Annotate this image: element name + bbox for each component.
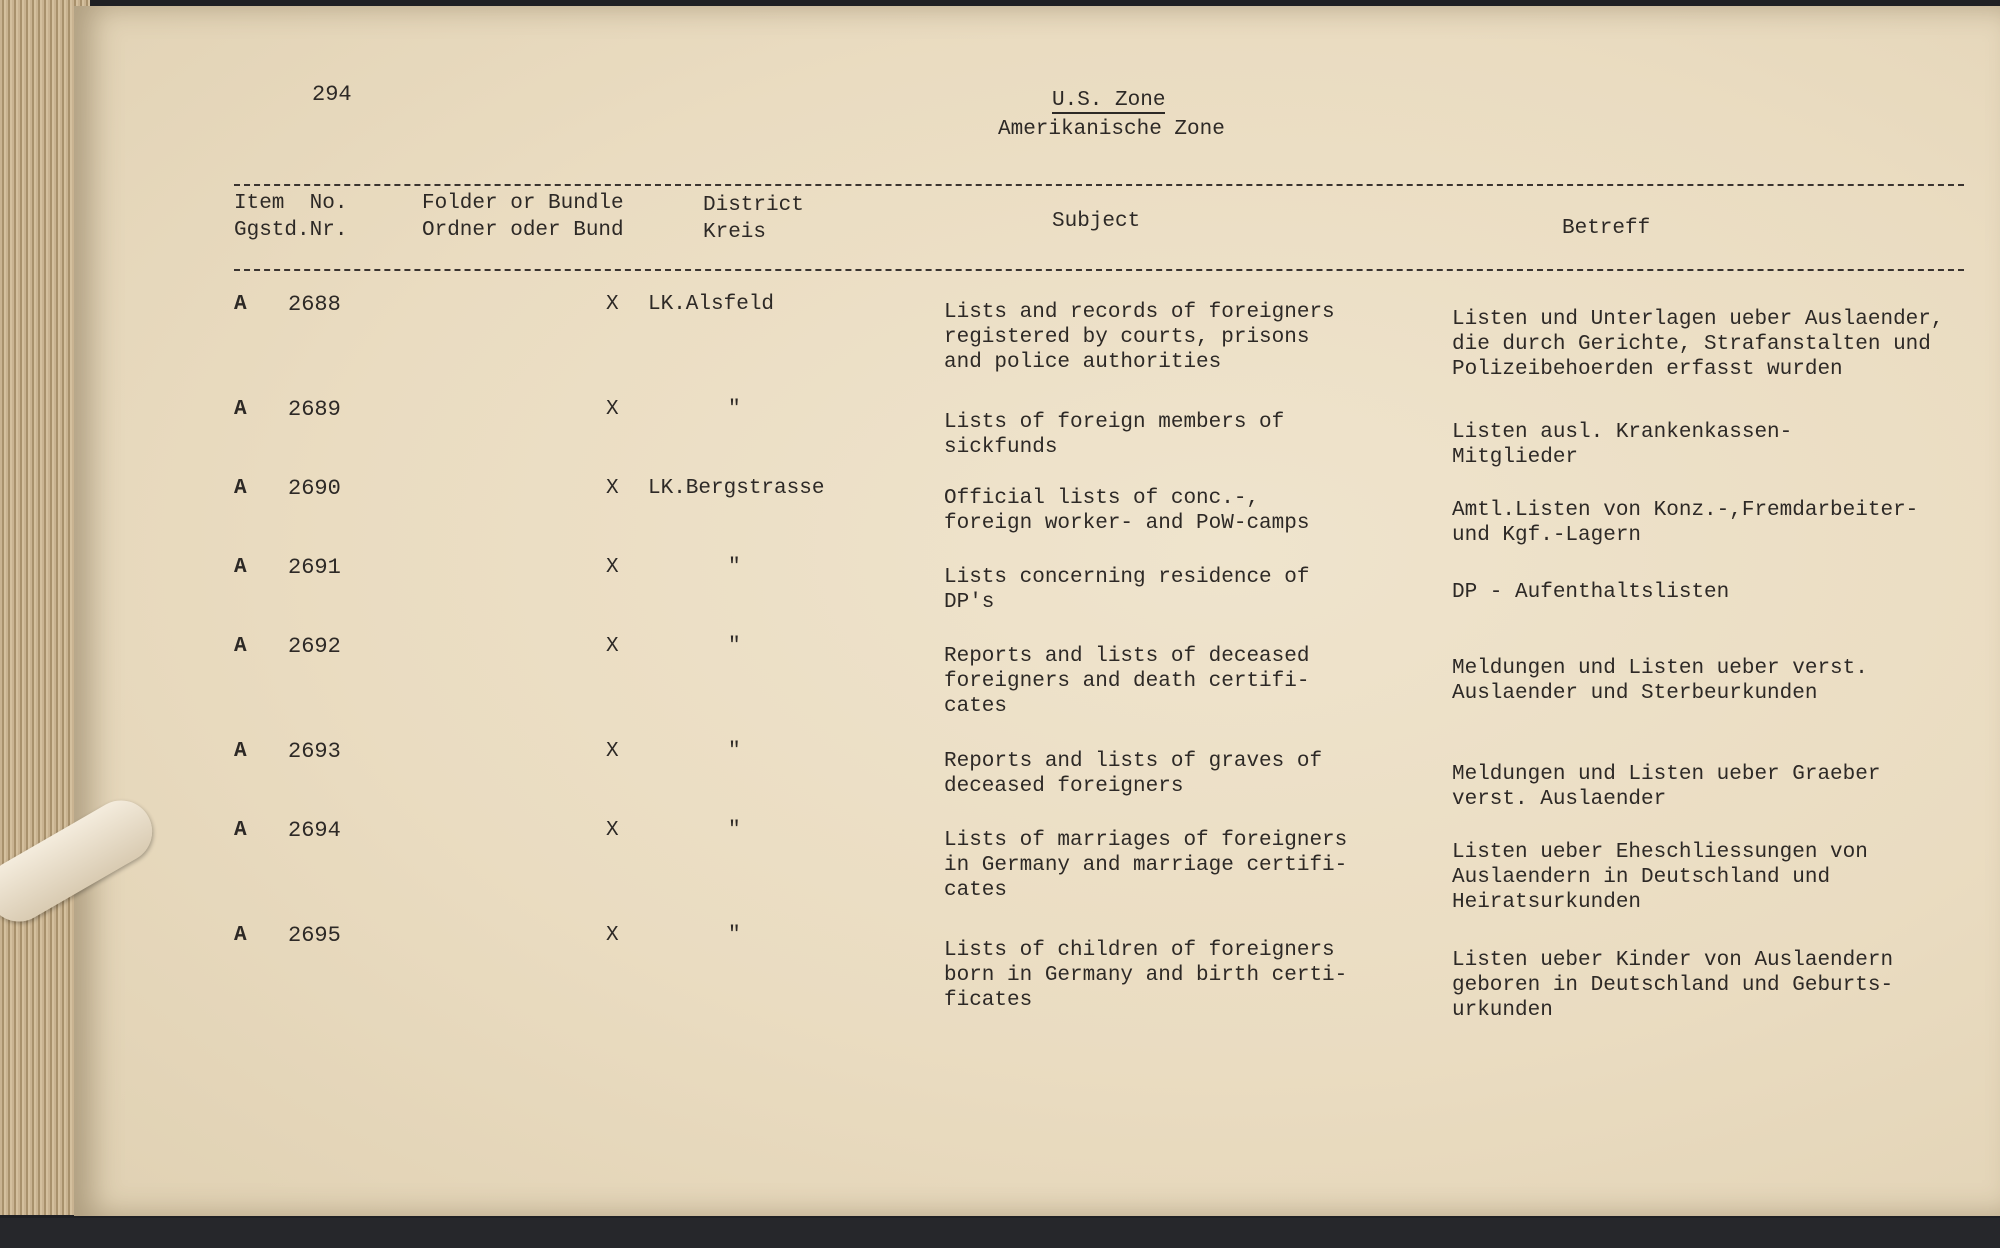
entry-number: 2695 [288, 923, 341, 948]
entry-mark: A [234, 740, 247, 763]
entry-betreff: Listen ueber Eheschliessungen von Auslaendern in Deutschland und Heiratsurkunden [1452, 841, 1868, 914]
header-item-line1: Item No. [234, 192, 348, 215]
entry-betreff: Meldungen und Listen ueber verst. Auslaender und Sterbeurkunden [1452, 657, 1868, 705]
header-folder-line2: Ordner oder Bund [422, 219, 624, 242]
entry-mark: A [234, 293, 247, 316]
entry-subject: Reports and lists of graves of deceased foreigners [944, 750, 1323, 798]
entry-betreff: Meldungen und Listen ueber Graeber verst. Auslaender [1452, 763, 1881, 811]
entry-number: 2693 [288, 739, 341, 764]
entry-district: LK.Bergstrasse [648, 477, 825, 500]
entry-subject: Lists of foreign members of sickfunds [944, 411, 1285, 459]
entry-number: 2689 [288, 397, 341, 422]
entry-mark: A [234, 477, 247, 500]
zone-subtitle: Amerikanische Zone [998, 118, 1225, 141]
entry-subject: Lists concerning residence of DP's [944, 566, 1310, 614]
background-surface [0, 1218, 2000, 1248]
entry-folder: X [606, 924, 619, 947]
entry-mark: A [234, 556, 247, 579]
entry-district: " [728, 635, 741, 658]
zone-title: U.S. Zone [1052, 89, 1166, 112]
header-district-line1: District [703, 194, 804, 217]
header-subject: Subject [1052, 210, 1141, 233]
entry-mark: A [234, 819, 247, 842]
entry-betreff: DP - Aufenthaltslisten [1452, 581, 1730, 604]
header-item-line2: Ggstd.Nr. [234, 219, 348, 242]
entry-folder: X [606, 556, 619, 579]
entry-number: 2694 [288, 818, 341, 843]
entry-folder: X [606, 477, 619, 500]
header-folder-line1: Folder or Bundle [422, 192, 624, 215]
entry-subject: Lists of children of foreigners born in Germany and birth certi- ficates [944, 939, 1348, 1012]
entry-district: " [728, 924, 741, 947]
entry-folder: X [606, 819, 619, 842]
entry-folder: X [606, 398, 619, 421]
entry-district: " [728, 819, 741, 842]
entry-betreff: Listen und Unterlagen ueber Auslaender, die durch Gerichte, Strafanstalten und Polizeibehoerden erfasst wurden [1452, 308, 1944, 381]
entry-district: " [728, 740, 741, 763]
entry-district: " [728, 398, 741, 421]
entry-subject: Reports and lists of deceased foreigners and death certifi- cates [944, 645, 1310, 718]
header-district-line2: Kreis [703, 221, 767, 244]
entry-number: 2688 [288, 292, 341, 317]
header-top-rule [234, 184, 1964, 186]
entry-district: " [728, 556, 741, 579]
entry-mark: A [234, 635, 247, 658]
entry-number: 2692 [288, 634, 341, 659]
entry-betreff: Amtl.Listen von Konz.-,Fremdarbeiter- und Kgf.-Lagern [1452, 499, 1919, 547]
header-betreff: Betreff [1562, 217, 1651, 240]
page-number: 294 [312, 82, 352, 107]
entry-mark: A [234, 924, 247, 947]
entry-district: LK.Alsfeld [648, 293, 775, 316]
entry-subject: Lists of marriages of foreigners in Germany and marriage certifi- cates [944, 829, 1348, 902]
entry-number: 2690 [288, 476, 341, 501]
entry-folder: X [606, 740, 619, 763]
entry-betreff: Listen ausl. Krankenkassen- Mitglieder [1452, 421, 1793, 469]
header-folder [422, 190, 624, 244]
entry-betreff: Listen ueber Kinder von Auslaendern geboren in Deutschland und Geburts- urkunden [1452, 949, 1894, 1022]
entry-folder: X [606, 293, 619, 316]
header-district [703, 192, 804, 246]
entry-number: 2691 [288, 555, 341, 580]
entry-subject: Lists and records of foreigners registered by courts, prisons and police authorities [944, 301, 1335, 374]
entry-subject: Official lists of conc.-, foreign worker- and PoW-camps [944, 487, 1310, 535]
header-bottom-rule [234, 269, 1964, 271]
entry-mark: A [234, 398, 247, 421]
entry-folder: X [606, 635, 619, 658]
header-item-no [234, 190, 347, 244]
